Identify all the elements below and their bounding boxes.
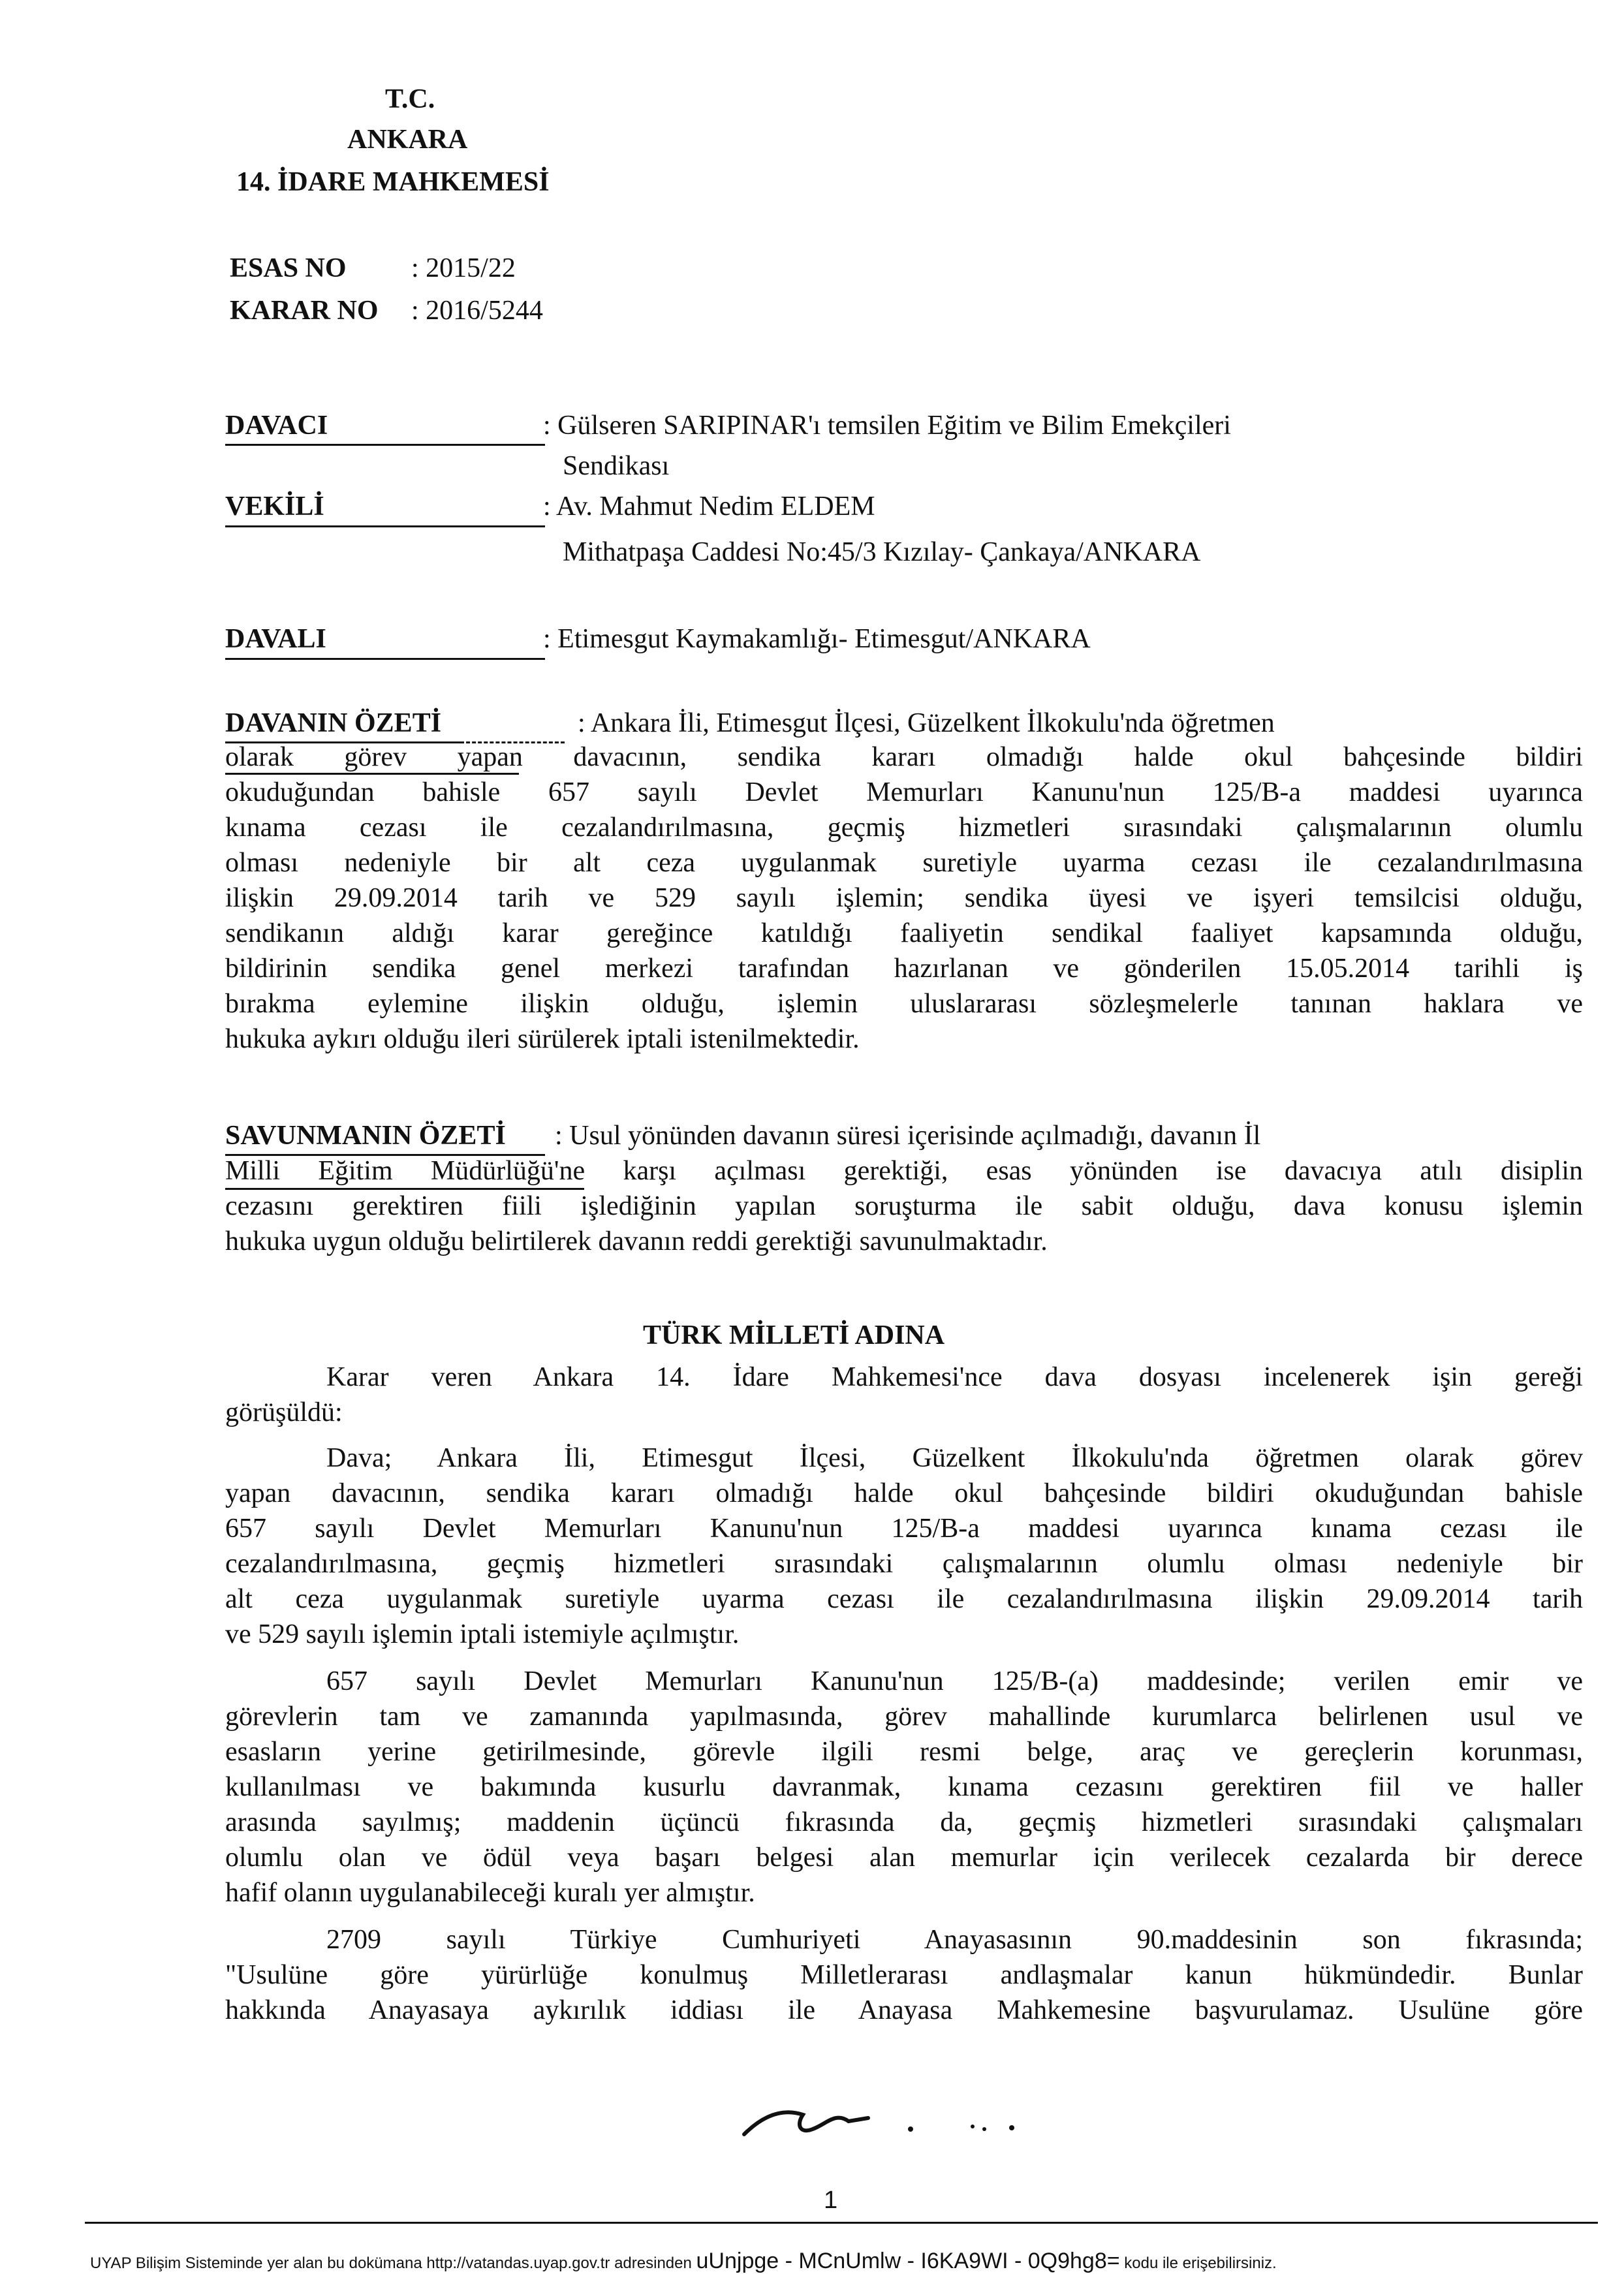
davali-underline: [225, 658, 545, 660]
body-p4-line-3: hakkında Anayasaya aykırılık iddiası ile Anayasa Mahkemesine başvurulamaz. Usulüne göre: [225, 1995, 1583, 2025]
vekili-address: Mithatpaşa Caddesi No:45/3 Kızılay- Çankaya/ANKARA: [563, 537, 1201, 567]
body-p3-line-5: arasında sayılmış; maddenin üçüncü fıkrasında da, geçmiş hizmetleri sırasındaki çalışmaları: [225, 1807, 1583, 1837]
savunmanin-ozeti-line-1: : Usul yönünden davanın süresi içerisinde açılmadığı, davanın İl: [555, 1121, 1261, 1151]
body-p3-line-3: esasların yerine getirilmesinde, görevle ilgili resmi belge, araç ve gereçlerin korunması,: [225, 1737, 1583, 1767]
davanin-ozeti-line-1: : Ankara İli, Etimesgut İlçesi, Güzelkent İlkokulu'nda öğretmen: [578, 708, 1275, 738]
turk-milleti-adina-heading: TÜRK MİLLETİ ADINA: [643, 1320, 945, 1350]
esas-value: : 2015/22: [411, 253, 516, 283]
davanin-ozeti-line-5: olması nedeniyle bir alt ceza uygulanmak suretiyle uyarma cezası ile cezalandırılmasına: [225, 848, 1583, 878]
body-p2-line-6: ve 529 sayılı işlemin iptali istemiyle açılmıştır.: [225, 1619, 740, 1649]
body-p3-line-7: hafif olanın uygulanabileceği kuralı yer almıştır.: [225, 1878, 755, 1908]
vekili-underline: [225, 525, 545, 527]
karar-value: : 2016/5244: [411, 296, 543, 326]
esas-label: ESAS NO: [230, 253, 347, 283]
footer-rule: [85, 2222, 1598, 2224]
davaci-underline: [225, 444, 545, 446]
savunmanin-ozeti-line-3: cezasını gerektiren fiili işlediğinin yapılan soruşturma ile sabit olduğu, dava konusu işlemin: [225, 1191, 1583, 1221]
savunmanin-ozeti-line-2: Milli Eğitim Müdürlüğü'ne karşı açılması gerektiği, esas yönünden ise davacıya atılı disiplin: [225, 1156, 1583, 1186]
court-heading: 14. İDARE MAHKEMESİ: [236, 167, 550, 197]
davali-label: DAVALI: [225, 624, 326, 654]
davanin-ozeti-line-8: bildirinin sendika genel merkezi tarafından hazırlanan ve gönderilen 15.05.2014 tarihli iş: [225, 954, 1583, 984]
davaci-label: DAVACI: [225, 411, 328, 441]
davali-value: : Etimesgut Kaymakamlığı- Etimesgut/ANKARA: [543, 624, 1091, 654]
davanin-ozeti-line-4: kınama cezası ile cezalandırılmasına, geçmiş hizmetleri sırasındaki çalışmalarının olumlu: [225, 813, 1583, 843]
davanin-ozeti-line-2: olarak görev yapan davacının, sendika kararı olmadığı halde okul bahçesinde bildiri: [225, 742, 1583, 772]
karar-label: KARAR NO: [230, 296, 379, 326]
page-number: 1: [824, 2187, 838, 2214]
footer-access-code: uUnjpge - MCnUmlw - I6KA9WI - 0Q9hg8=: [696, 2249, 1120, 2273]
body-p4-line-2: "Usulüne göre yürürlüğe konulmuş Milletlerarası andlaşmalar kanun hükmündedir. Bunlar: [225, 1960, 1583, 1990]
body-p3-line-4: kullanılması ve bakımında kusurlu davranmak, kınama cezasını gerektiren fiil ve haller: [225, 1772, 1583, 1802]
body-p2-line-4: cezalandırılmasına, geçmiş hizmetleri sırasındaki çalışmalarının olumlu olması nedeniyle bir: [225, 1549, 1583, 1579]
davanin-ozeti-line-7: sendikanın aldığı karar gereğince katıldığı faaliyetin sendikal faaliyet kapsamında olduğu,: [225, 918, 1583, 948]
davaci-value-cont: Sendikası: [563, 451, 670, 481]
davanin-ozeti-label: DAVANIN ÖZETİ: [225, 708, 442, 738]
body-p3-line-2: görevlerin tam ve zamanında yapılmasında, görev mahallinde kurumlarca belirlenen usul ve: [225, 1702, 1583, 1732]
savunmanin-ozeti-line-4: hukuka uygun olduğu belirtilerek davanın reddi gerektiği savunulmaktadır.: [225, 1226, 1048, 1256]
handwritten-initials-signature: [738, 2089, 1038, 2160]
savunmanin-ozeti-label: SAVUNMANIN ÖZETİ: [225, 1121, 506, 1151]
davanin-ozeti-line-10: hukuka aykırı olduğu ileri sürülerek iptali istenilmektedir.: [225, 1024, 860, 1054]
body-p1-line-2: görüşüldü:: [225, 1397, 343, 1427]
savunmanin-ozeti-underline-2: [225, 1188, 584, 1190]
footer-suffix: kodu ile erişebilirsiniz.: [1124, 2254, 1277, 2272]
davaci-value: : Gülseren SARIPINAR'ı temsilen Eğitim ve Bilim Emekçileri: [543, 411, 1231, 441]
city-heading: ANKARA: [347, 125, 468, 155]
tc-heading: T.C.: [385, 84, 435, 114]
davanin-ozeti-line-3: okuduğundan bahisle 657 sayılı Devlet Memurları Kanunu'nun 125/B-a maddesi uyarınca: [225, 777, 1583, 807]
davanin-ozeti-line-9: bırakma eylemine ilişkin olduğu, işlemin uluslararası sözleşmelerle tanınan haklara ve: [225, 989, 1583, 1019]
body-p2-line-5: alt ceza uygulanmak suretiyle uyarma cezası ile cezalandırılmasına ilişkin 29.09.2014 tarih: [225, 1584, 1583, 1614]
body-p3-line-1: 657 sayılı Devlet Memurları Kanunu'nun 125/B-(a) maddesinde; verilen emir ve: [326, 1666, 1583, 1696]
body-p2-line-2: yapan davacının, sendika kararı olmadığı halde okul bahçesinde bildiri okuduğundan bahisle: [225, 1478, 1583, 1508]
body-p2-line-1: Dava; Ankara İli, Etimesgut İlçesi, Güzelkent İlkokulu'nda öğretmen olarak görev: [326, 1443, 1583, 1473]
vekili-value: : Av. Mahmut Nedim ELDEM: [543, 491, 875, 522]
davanin-ozeti-underline-2: [225, 773, 519, 775]
body-p2-line-3: 657 sayılı Devlet Memurları Kanunu'nun 125/B-a maddesi uyarınca kınama cezası ile: [225, 1514, 1583, 1544]
footer-uyap-notice: [90, 2249, 1277, 2274]
davanin-ozeti-line-6: ilişkin 29.09.2014 tarih ve 529 sayılı işlemin; sendika üyesi ve işyeri temsilcisi olduğu,: [225, 883, 1583, 913]
body-p1-line-1: Karar veren Ankara 14. İdare Mahkemesi'nce dava dosyası incelenerek işin gereği: [326, 1362, 1583, 1392]
body-p3-line-6: olumlu olan ve ödül veya başarı belgesi alan memurlar için verilecek cezalarda bir derece: [225, 1843, 1583, 1873]
vekili-label: VEKİLİ: [225, 491, 324, 522]
footer-prefix: UYAP Bilişim Sisteminde yer alan bu dokümana http://vatandas.uyap.gov.tr adresinden: [90, 2254, 692, 2272]
body-p4-line-1: 2709 sayılı Türkiye Cumhuriyeti Anayasasının 90.maddesinin son fıkrasında;: [326, 1925, 1583, 1955]
